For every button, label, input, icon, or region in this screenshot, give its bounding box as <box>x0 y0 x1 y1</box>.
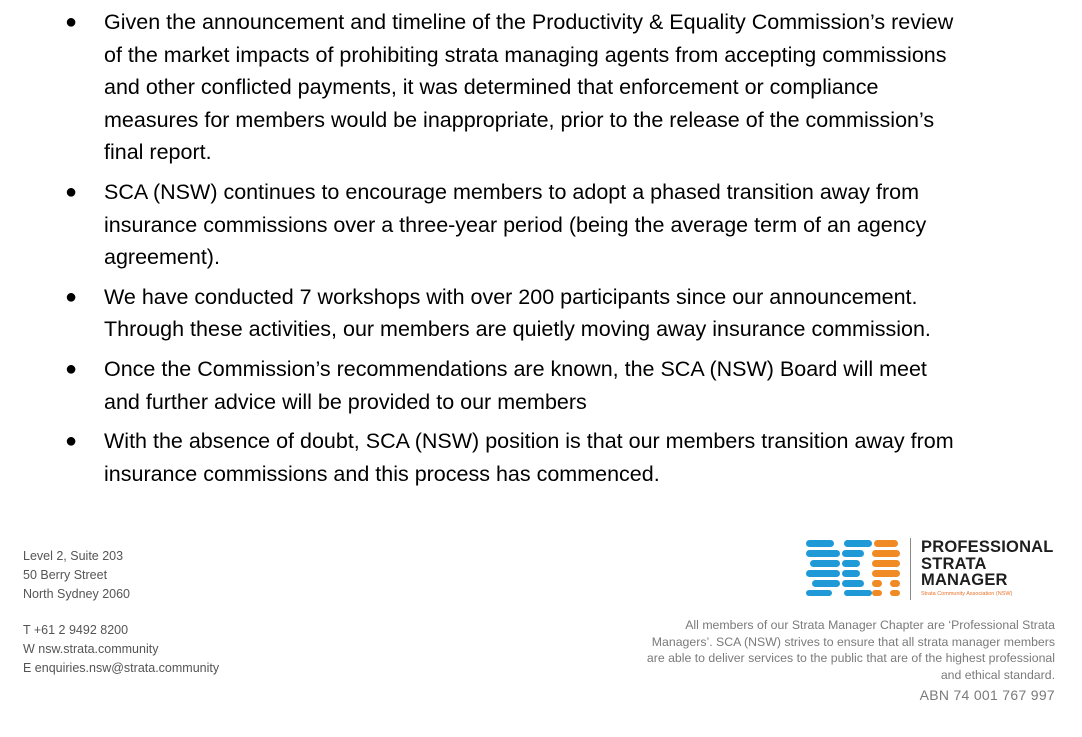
membership-disclaimer: All members of our Strata Manager Chapter are ‘Professional Strata Managers’. SCA (NSW) strives to ensure that all strata manager members are able to deliver services to the public that are of the highest professional and ethical standard. <box>646 618 1055 683</box>
bullet-text: Given the announcement and timeline of the Productivity & Equality Commission’s review of the market impacts of prohibiting strata managing agents from accepting commissions and other conflicted payments, it was determined that enforcement or compliance measures for members would be inappropriate, prior to the release of the commission’s final report. <box>104 10 954 165</box>
bullet-item <box>64 176 964 274</box>
email-link[interactable]: E enquiries.nsw@strata.community <box>23 660 220 675</box>
bullet-text: Once the Commission’s recommendations are known, the SCA (NSW) Board will meet and further advice will be provided to our members <box>104 356 927 414</box>
address-spacer <box>23 603 219 621</box>
contact-address-block <box>23 547 219 678</box>
logo-line: STRATA <box>921 554 987 573</box>
bullet-icon: ● <box>64 180 78 203</box>
bullet-text: We have conducted 7 workshops with over 200 participants since our announcement. Through these activities, our members are quietly moving away insurance commission. <box>104 284 931 342</box>
logo-line: MANAGER <box>921 571 1008 589</box>
bullet-icon: ● <box>64 430 78 453</box>
website-link[interactable]: W nsw.strata.community <box>23 642 159 657</box>
bullet-text: With the absence of doubt, SCA (NSW) position is that our members transition away from insurance commissions and this process has commenced. <box>104 429 954 486</box>
bullet-text: SCA (NSW) continues to encourage members to adopt a phased transition away from insurance commissions over a three-year period (being the average term of an agency agreement). <box>104 179 927 270</box>
bullet-icon: ● <box>64 285 78 308</box>
sca-logo-mark <box>806 540 900 596</box>
address-line: 50 Berry Street <box>23 567 108 582</box>
abn-number: ABN 74 001 767 997 <box>919 687 1055 703</box>
bullet-item <box>64 425 964 490</box>
logo-divider <box>910 538 911 600</box>
bullet-icon: ● <box>64 11 78 33</box>
bullet-item <box>64 281 964 346</box>
bullet-list <box>64 6 964 497</box>
address-line: Level 2, Suite 203 <box>23 549 124 563</box>
bullet-icon: ● <box>64 357 78 380</box>
logo-line: PROFESSIONAL <box>921 538 1054 556</box>
logo-subtitle: Strata Community Association (NSW) <box>921 591 1013 597</box>
address-line: North Sydney 2060 <box>23 586 131 601</box>
phone-number: T +61 2 9492 8200 <box>23 623 129 638</box>
bullet-item <box>64 353 964 418</box>
bullet-item <box>64 6 964 169</box>
logo-wordmark <box>921 539 1054 589</box>
